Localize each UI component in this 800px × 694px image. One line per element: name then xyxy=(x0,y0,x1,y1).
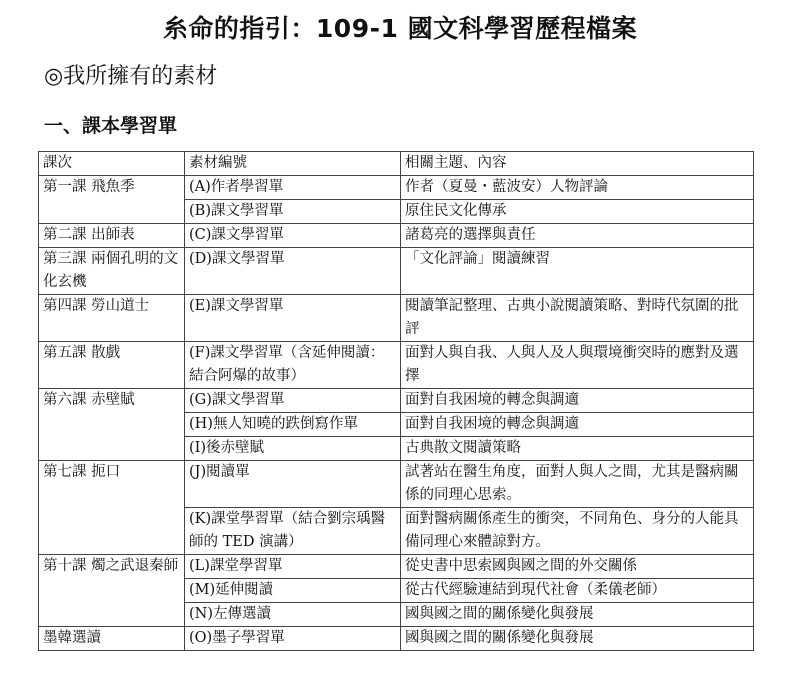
table-row xyxy=(39,295,754,342)
material-cell: (J)閱讀單 xyxy=(185,461,401,508)
topic-cell: 面對自我困境的轉念與調適 xyxy=(401,389,754,413)
topic-cell: 面對人與自我、人與人及人與環境衝突時的應對及選擇 xyxy=(401,342,754,389)
table-row xyxy=(39,248,754,295)
column-header-material: 素材編號 xyxy=(185,152,401,176)
sub-heading: 一、課本學習單 xyxy=(44,115,178,137)
column-header-lesson: 課次 xyxy=(39,152,185,176)
topic-cell: 作者（夏曼・藍波安）人物評論 xyxy=(401,176,754,200)
table-row xyxy=(39,389,754,413)
topic-cell: 國與國之間的關係變化與發展 xyxy=(401,603,754,627)
table-row xyxy=(39,627,754,651)
material-cell: (A)作者學習單 xyxy=(185,176,401,200)
topic-cell: 諸葛亮的選擇與責任 xyxy=(401,224,754,248)
material-cell: (C)課文學習單 xyxy=(185,224,401,248)
material-cell: (O)墨子學習單 xyxy=(185,627,401,651)
table-row xyxy=(39,342,754,389)
topic-cell: 古典散文閱讀策略 xyxy=(401,437,754,461)
material-cell: (D)課文學習單 xyxy=(185,248,401,295)
topic-cell: 國與國之間的關係變化與發展 xyxy=(401,627,754,651)
table-row xyxy=(39,176,754,200)
material-cell: (H)無人知曉的跌倒寫作單 xyxy=(185,413,401,437)
column-header-topic: 相關主題、內容 xyxy=(401,152,754,176)
materials-table xyxy=(38,151,754,651)
lesson-cell: 第七課 扼口 xyxy=(39,461,185,555)
lesson-cell: 第四課 勞山道士 xyxy=(39,295,185,342)
document-title: 糸命的指引：109-1 國文科學習歷程檔案 xyxy=(162,14,638,43)
table-body xyxy=(39,176,754,651)
lesson-cell: 墨韓選讀 xyxy=(39,627,185,651)
material-cell: (G)課文學習單 xyxy=(185,389,401,413)
topic-cell: 閱讀筆記整理、古典小說閱讀策略、對時代氛圍的批評 xyxy=(401,295,754,342)
material-cell: (B)課文學習單 xyxy=(185,200,401,224)
topic-cell: 從古代經驗連結到現代社會（柔儀老師） xyxy=(401,579,754,603)
table-row xyxy=(39,224,754,248)
table-header-row xyxy=(39,152,754,176)
lesson-cell: 第六課 赤壁賦 xyxy=(39,389,185,461)
material-cell: (L)課堂學習單 xyxy=(185,555,401,579)
lesson-cell: 第二課 出師表 xyxy=(39,224,185,248)
table-row xyxy=(39,461,754,508)
material-cell: (F)課文學習單（含延伸閱讀：結合阿爆的故事） xyxy=(185,342,401,389)
lesson-cell: 第十課 燭之武退秦師 xyxy=(39,555,185,627)
lesson-cell: 第一課 飛魚季 xyxy=(39,176,185,224)
material-cell: (E)課文學習單 xyxy=(185,295,401,342)
topic-cell: 原住民文化傳承 xyxy=(401,200,754,224)
topic-cell: 面對自我困境的轉念與調適 xyxy=(401,413,754,437)
lesson-cell: 第五課 散戲 xyxy=(39,342,185,389)
material-cell: (I)後赤壁賦 xyxy=(185,437,401,461)
lesson-cell: 第三課 兩個孔明的文化玄機 xyxy=(39,248,185,295)
topic-cell: 從史書中思索國與國之間的外交關係 xyxy=(401,555,754,579)
topic-cell: 試著站在醫生角度，面對人與人之間，尤其是醫病關係的同理心思索。 xyxy=(401,461,754,508)
topic-cell: 面對醫病關係產生的衝突，不同角色、身分的人能具備同理心來體諒對方。 xyxy=(401,508,754,555)
material-cell: (M)延伸閱讀 xyxy=(185,579,401,603)
material-cell: (K)課堂學習單（結合劉宗瑀醫師的 TED 演講） xyxy=(185,508,401,555)
topic-cell: 「文化評論」閱讀練習 xyxy=(401,248,754,295)
table-row xyxy=(39,555,754,579)
section-heading: ◎我所擁有的素材 xyxy=(44,64,218,89)
material-cell: (N)左傳選讀 xyxy=(185,603,401,627)
